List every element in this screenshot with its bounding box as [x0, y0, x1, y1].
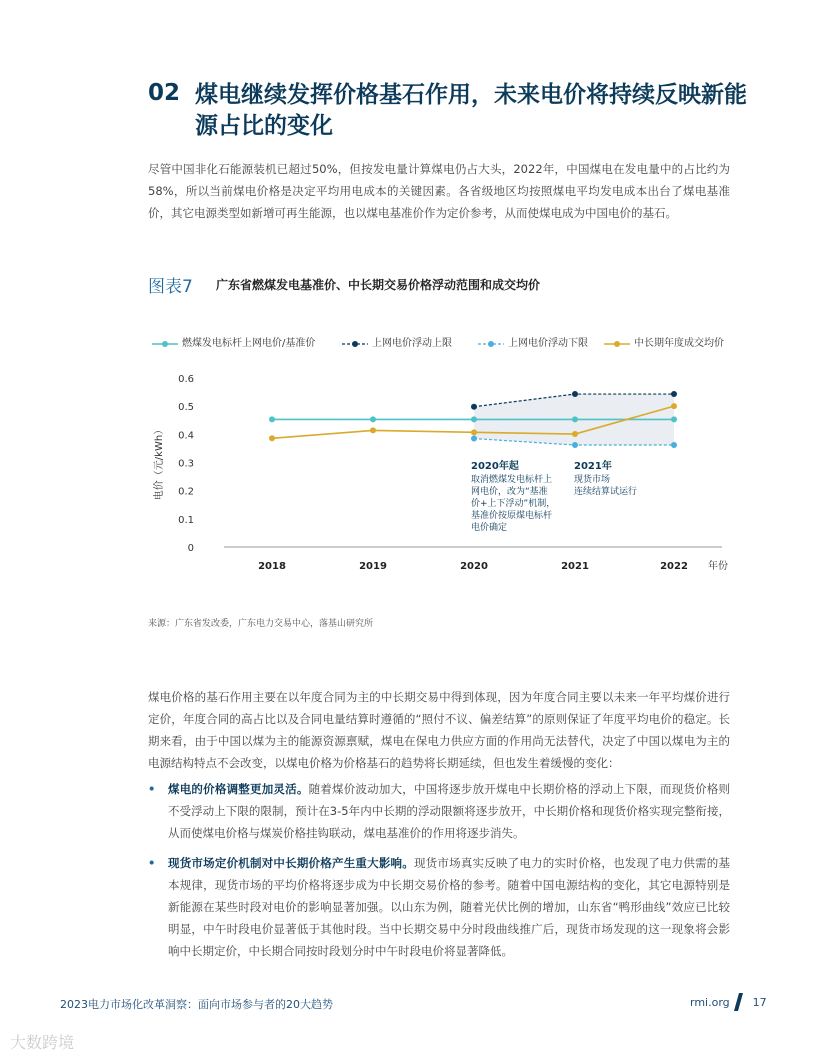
- legend-benchmark-label: 燃煤发电标杆上网电价/基准价: [182, 338, 316, 349]
- y-tick-label: 0.5: [178, 402, 194, 414]
- data-point-average: [671, 403, 677, 409]
- legend-average-label: 中长期年度成交均价: [634, 338, 724, 349]
- section-number: 02: [148, 80, 181, 106]
- x-tick-label: 2018: [258, 561, 286, 572]
- data-point-benchmark: [269, 416, 275, 422]
- data-point-lower: [572, 442, 578, 448]
- bullet-heading: 现货市场定价机制对中长期价格产生重大影响。: [168, 856, 414, 870]
- y-tick-label: 0: [187, 543, 194, 554]
- bullet-item: [148, 852, 730, 962]
- legend-upper-swatch: [342, 339, 368, 349]
- legend-lower-swatch: [478, 339, 504, 349]
- y-tick-label: 0.3: [178, 458, 194, 470]
- x-axis-label: 年份: [708, 561, 728, 572]
- data-point-lower: [471, 436, 477, 442]
- figure-label: 图表7: [148, 277, 193, 297]
- legend-upper-label: 上网电价浮动上限: [372, 338, 452, 349]
- data-point-average: [269, 435, 275, 441]
- x-tick-label: 2022: [660, 561, 688, 572]
- figure-title: 广东省燃煤发电基准价、中长期交易价格浮动范围和成交均价: [216, 278, 541, 292]
- data-point-benchmark: [671, 416, 677, 422]
- y-tick-label: 0.2: [178, 486, 194, 498]
- legend-average-swatch: [604, 339, 630, 349]
- x-tick-label: 2020: [460, 561, 488, 572]
- bullet-text: 现货市场真实反映了电力的实时价格，也发现了电力供需的基本规律，现货市场的平均价格将逐步成为中长期交易价格的参考。随着中国电源结构的变化，其它电源特别是新能源在某些时段对电价的影响显著加强。以山东为例，随着光伏比例的增加，山东省“鸭形曲线”效应已比较明显，中午时段电价显著低于其他时段。当中长期交易中分时段曲线推广后，现货市场发现的这一现象将会影响中长期定价，中长期合同按时段划分时中午时段电价将显著降低。: [168, 856, 730, 958]
- data-point-upper: [471, 404, 477, 410]
- bullet-item: [148, 778, 730, 844]
- annotation-text: 现货市场: [574, 475, 611, 485]
- chart-legend: [152, 336, 732, 352]
- bullet-dot: •: [148, 856, 156, 870]
- annotation-text: 价+上下浮动”机制，: [471, 499, 556, 509]
- x-tick-label: 2021: [561, 561, 589, 572]
- data-point-upper: [671, 391, 677, 397]
- bullet-text: 随着煤价波动加大，中国将逐步放开煤电中长期价格的浮动上下限，而现货价格则不受浮动上下限的限制，预计在3-5年内中长期的浮动限额将逐步放开，中长期价格和现货价格实现完整衔接，从而使煤电价格与煤炭价格挂钩联动，煤电基准价的作用将逐步消失。: [168, 782, 731, 840]
- data-point-lower: [671, 442, 677, 448]
- bullet-heading: 煤电的价格调整更加灵活。: [168, 782, 309, 796]
- bullet-dot: •: [148, 782, 156, 796]
- footer-site-page: [690, 996, 767, 1009]
- body-paragraph: 煤电价格的基石作用主要在以年度合同为主的中长期交易中得到体现，因为年度合同主要以未来一年平均煤价进行定价，年度合同的高占比以及合同电量结算时遵循的“照付不议、偏差结算”的原则保证了年度平均电价的稳定。长期来看，由于中国以煤为主的能源资源禀赋，煤电在保电力供应方面的作用尚无法替代，决定了中国以煤电为主的电源结构特点不会改变，以煤电价格为价格基石的趋势将长期延续，但也发生着缓慢的变化：: [148, 690, 730, 770]
- legend-lower-label: 上网电价浮动下限: [508, 338, 588, 349]
- annotation-text: 取消燃煤发电标杆上: [471, 475, 553, 485]
- data-point-benchmark: [370, 416, 376, 422]
- figure-source: 来源：广东省发改委，广东电力交易中心，落基山研究所: [148, 619, 374, 629]
- data-point-average: [572, 431, 578, 437]
- annotation-text: 基准价按原煤电标杆: [471, 511, 553, 521]
- data-point-benchmark: [471, 416, 477, 422]
- legend-benchmark-swatch: [152, 339, 178, 349]
- y-tick-label: 0.6: [178, 374, 194, 385]
- section-title: 煤电继续发挥价格基石作用，未来电价将持续反映新能源占比的变化: [195, 82, 747, 139]
- footer-report-title: 2023电力市场化改革洞察：面向市场参与者的20大趋势: [60, 998, 333, 1011]
- intro-paragraph: 尽管中国非化石能源装机已超过50%，但按发电量计算煤电仍占大头，2022年，中国煤电在发电量中的占比约为58%，所以当前煤电价格是决定平均用电成本的关键因素。各省级地区均按照煤电平均发电成本出台了煤电基准价，其它电源类型如新增可再生能源，也以煤电基准价作为定价参考，从而使煤电成为中国电价的基石。: [148, 162, 730, 220]
- slash-logo-icon: [733, 993, 745, 1011]
- price-chart: [148, 360, 738, 580]
- data-point-average: [370, 427, 376, 433]
- data-point-average: [471, 429, 477, 435]
- annotation-text: 连续结算试运行: [574, 487, 638, 497]
- footer-site: rmi.org: [690, 996, 730, 1009]
- annotation-heading: 2021年: [574, 461, 612, 472]
- annotation-heading: 2020年起: [471, 461, 519, 472]
- annotation-text: 网电价，改为“基准: [471, 487, 548, 497]
- data-point-benchmark: [572, 416, 578, 422]
- y-tick-label: 0.1: [178, 514, 194, 526]
- watermark: 大数跨境: [10, 1033, 75, 1052]
- x-tick-label: 2019: [359, 561, 387, 572]
- footer-page-number: 17: [752, 996, 767, 1009]
- data-point-upper: [572, 391, 578, 397]
- y-tick-label: 0.4: [178, 430, 194, 442]
- annotation-text: 电价确定: [471, 523, 508, 533]
- y-axis-label: 电价（元/kWh）: [154, 424, 165, 501]
